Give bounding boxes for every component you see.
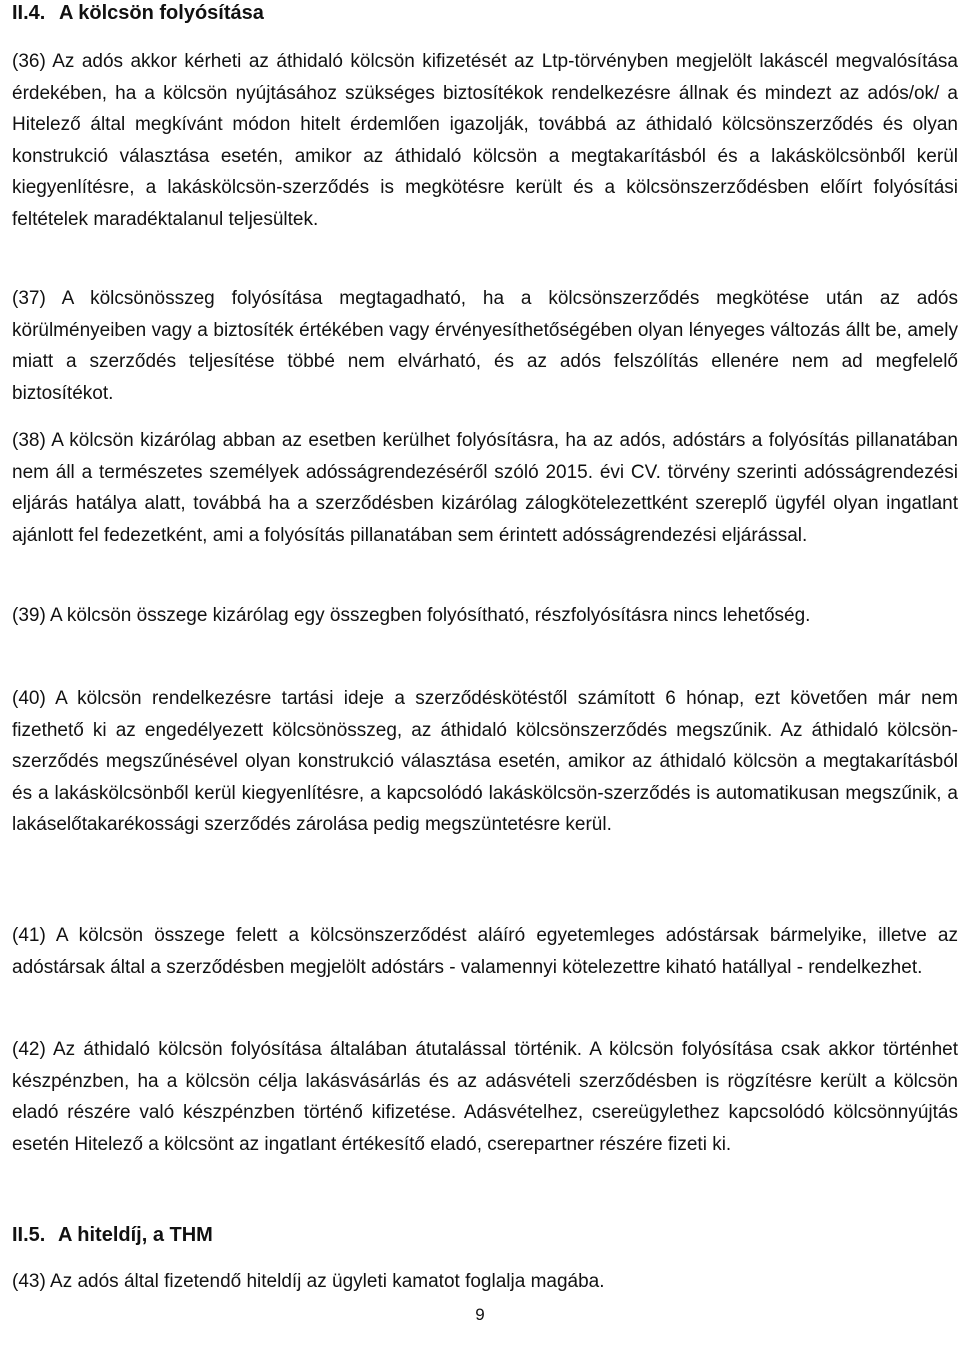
section-heading [12, 1223, 213, 1247]
paragraph-38: (38) A kölcsön kizárólag abban az esetben kerülhet folyósításra, ha az adós, adóstárs a folyósítás pillanatában nem áll a természetes személyek adósságrendezéséről szóló 2015. évi CV. törvény szerinti adósságrendezési eljárás hatálya alatt, továbbá ha a szerződésben kizárólag zálogkötelezettként szereplő ügyfél olyan ingatlant ajánlott fel fedezetként, ami a folyósítás pillanatában sem érintett adósságrendezési eljárással. [12, 430, 958, 546]
section-heading [12, 1, 264, 25]
page-number: 9 [475, 1305, 485, 1324]
paragraph-36: (36) Az adós akkor kérheti az áthidaló kölcsön kifizetését az Ltp-törvényben megjelölt lakáscél megvalósítása érdekében, ha a kölcsön nyújtásához szükséges biztosítékok rendelkezésre állnak és mindezt az adós/ok/ a Hitelező által megkívánt módon hitelt érdemlően igazolják, továbbá az áthidaló kölcsönszerződés és olyan konstrukció választása esetén, amikor az áthidaló kölcsön a megtakarításból és a lakáskölcsönből kerül kiegyenlítésre, a lakáskölcsön-szerződés is megkötésre került és a kölcsönszerződésben előírt folyósítási feltételek maradéktalanul teljesültek. [12, 51, 958, 230]
paragraph-37: (37) A kölcsönösszeg folyósítása megtagadható, ha a kölcsönszerződés megkötése után az adós körülményeiben vagy a biztosíték értékében vagy érvényesíthetőségében olyan lényeges változás állt be, amely miatt a szerződés teljesítése többé nem elvárható, és az adós felszólítás ellenére nem ad megfelelő biztosítékot. [12, 288, 958, 404]
section-number: II.5. [12, 1224, 46, 1246]
paragraph-39: (39) A kölcsön összege kizárólag egy összegben folyósítható, részfolyósításra nincs lehetőség. [12, 605, 811, 626]
section-title: A kölcsön folyósítása [59, 2, 264, 24]
paragraph-43: (43) Az adós által fizetendő hiteldíj az ügyleti kamatot foglalja magába. [12, 1271, 605, 1292]
section-title: A hiteldíj, a THM [58, 1224, 213, 1246]
section-number: II.4. [12, 2, 46, 24]
paragraph-41: (41) A kölcsön összege felett a kölcsönszerződést aláíró egyetemleges adóstársak bármelyike, illetve az adóstársak által a szerződésben megjelölt adóstárs - valamennyi kötelezettre kiható hatállyal - rendelkezhet. [12, 925, 958, 978]
paragraph-40: (40) A kölcsön rendelkezésre tartási ideje a szerződéskötéstől számított 6 hónap, ezt követően már nem fizethető ki az engedélyezett kölcsönösszeg, az áthidaló kölcsönszerződés megszűnik. Az áthidaló kölcsön-szerződés megszűnésével olyan konstrukció választása esetén, amikor az áthidaló kölcsön a megtakarításból és a lakáskölcsönből kerül kiegyenlítésre, a kapcsolódó lakáskölcsön-szerződés is automatikusan megszűnik, a lakáselőtakarékossági szerződés zárolása pedig megszüntetésre kerül. [12, 688, 958, 835]
paragraph-42: (42) Az áthidaló kölcsön folyósítása általában átutalással történik. A kölcsön folyósítása csak akkor történhet készpénzben, ha a kölcsön célja lakásvásárlás és az adásvételi szerződésben is rögzítésre került a kölcsön eladó részére való készpénzben történő kifizetése. Adásvételhez, csereügylethez kapcsolódó kölcsönnyújtás esetén Hitelező a kölcsönt az ingatlant értékesítő eladó, cserepartner részére fizeti ki. [12, 1039, 958, 1155]
